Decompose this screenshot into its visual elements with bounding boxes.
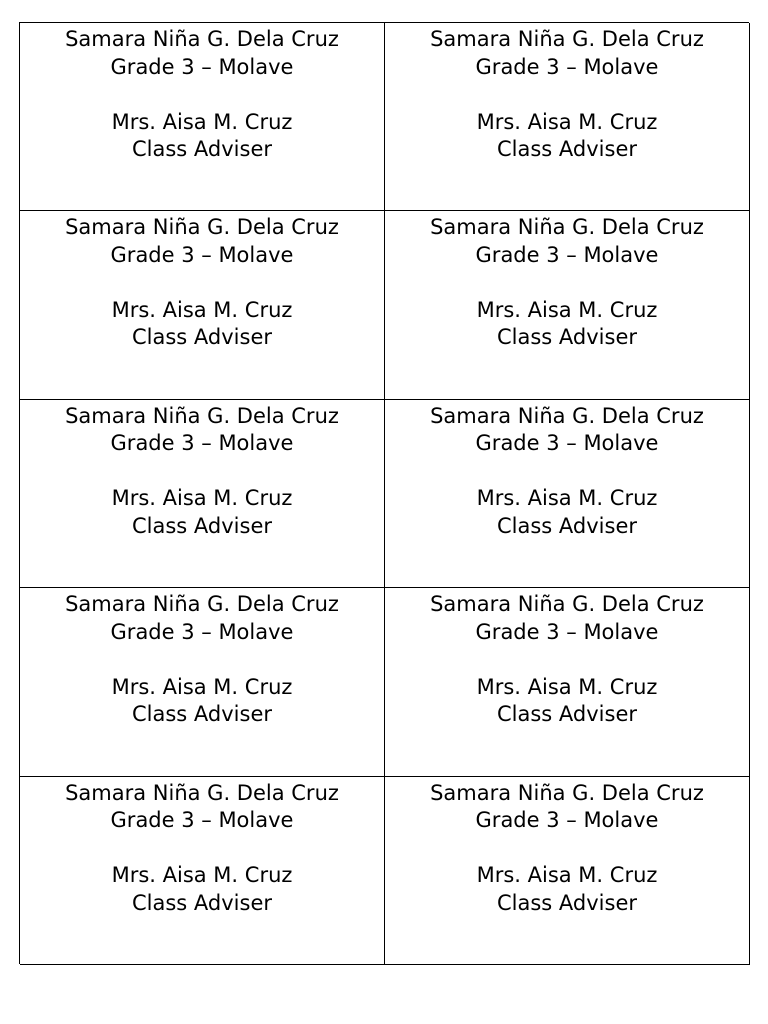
name-label-cell [385,777,750,965]
adviser-title: Class Adviser [496,702,637,727]
adviser-title: Class Adviser [131,325,272,350]
adviser-title: Class Adviser [131,137,272,161]
name-label-cell [385,23,750,211]
adviser-name: Mrs. Aisa M. Cruz [476,674,658,699]
grade-section: Grade 3 – Molave [475,808,659,833]
name-label-cell [20,23,385,211]
adviser-title: Class Adviser [496,325,637,350]
name-label-cell [20,588,385,776]
adviser-name: Mrs. Aisa M. Cruz [111,486,293,511]
name-label-cell [20,211,385,399]
grade-section: Grade 3 – Molave [110,54,294,79]
grade-section: Grade 3 – Molave [475,619,659,644]
grade-section: Grade 3 – Molave [475,54,659,79]
student-name: Samara Niña G. Dela Cruz [430,27,704,51]
student-name: Samara Niña G. Dela Cruz [430,780,704,805]
name-label-cell [20,777,385,965]
grade-section: Grade 3 – Molave [110,619,294,644]
name-label-cell [385,588,750,776]
name-label-cell [385,400,750,588]
adviser-title: Class Adviser [131,702,272,727]
grade-section: Grade 3 – Molave [475,431,659,456]
blank-line [385,835,749,863]
student-name: Samara Niña G. Dela Cruz [65,27,339,51]
adviser-title: Class Adviser [131,890,272,915]
student-name: Samara Niña G. Dela Cruz [65,592,339,617]
student-name: Samara Niña G. Dela Cruz [65,215,339,240]
adviser-name: Mrs. Aisa M. Cruz [111,674,293,699]
grade-section: Grade 3 – Molave [110,808,294,833]
grade-section: Grade 3 – Molave [110,431,294,456]
student-name: Samara Niña G. Dela Cruz [430,592,704,617]
student-name: Samara Niña G. Dela Cruz [65,403,339,428]
blank-line [20,269,384,297]
student-name: Samara Niña G. Dela Cruz [430,215,704,240]
adviser-title: Class Adviser [496,890,637,915]
blank-line [385,269,749,297]
grade-section: Grade 3 – Molave [475,242,659,267]
blank-line [20,646,384,674]
blank-line [385,646,749,674]
adviser-title: Class Adviser [496,513,637,538]
adviser-name: Mrs. Aisa M. Cruz [476,297,658,322]
name-label-cell [20,400,385,588]
student-name: Samara Niña G. Dela Cruz [430,403,704,428]
blank-line [385,458,749,486]
grade-section: Grade 3 – Molave [110,242,294,267]
adviser-title: Class Adviser [496,137,637,161]
adviser-name: Mrs. Aisa M. Cruz [476,109,658,134]
name-label-cell [385,211,750,399]
adviser-name: Mrs. Aisa M. Cruz [111,297,293,322]
adviser-name: Mrs. Aisa M. Cruz [476,863,658,888]
adviser-name: Mrs. Aisa M. Cruz [111,863,293,888]
student-name: Samara Niña G. Dela Cruz [65,780,339,805]
blank-line [20,458,384,486]
blank-line [20,81,384,109]
label-sheet [19,22,749,964]
blank-line [385,81,749,109]
blank-line [20,835,384,863]
adviser-name: Mrs. Aisa M. Cruz [476,486,658,511]
adviser-title: Class Adviser [131,513,272,538]
adviser-name: Mrs. Aisa M. Cruz [111,109,293,134]
